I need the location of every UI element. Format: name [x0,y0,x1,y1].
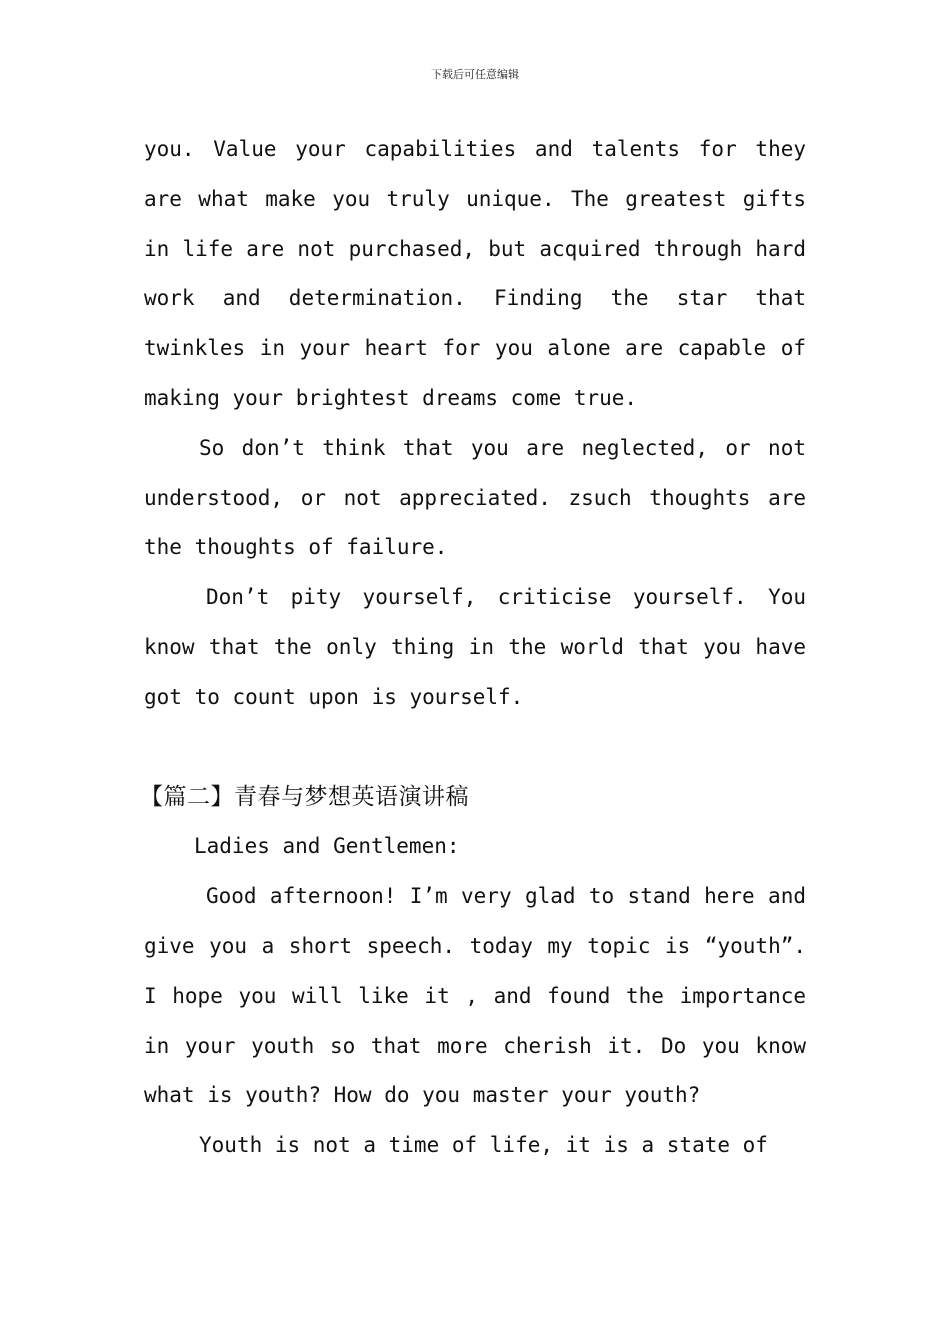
salutation: Ladies and Gentlemen: [194,834,460,859]
page-header: 下载后可任意编辑 [431,68,519,81]
section-spacer [144,723,806,773]
paragraph: Good afternoon! I’m very glad to stand here and give you a short speech. today my topic is “youth”. I hope you will like it , and found the importance in your youth so that more cherish it. Do you know what is youth? How do you master your youth? [144,884,806,1108]
document-body [140,125,806,1171]
paragraph: you. Value your capabilities and talents for they are what make you truly unique. The greatest gifts in life are not purchased, but acquired through hard work and determination. Finding the star that twinkles in your heart for you alone are capable of making your brightest dreams come true. [144,137,806,410]
paragraph: So don’t think that you are neglected, or not understood, or not appreciated. zsuch thoughts are the thoughts of failure. [144,435,806,560]
section-heading: 【篇二】青春与梦想英语演讲稿 [140,783,469,810]
paragraph: Youth is not a time of life, it is a state of [199,1133,768,1158]
paragraph: Don’t pity yourself, criticise yourself. You know that the only thing in the world that you have got to count upon is yourself. [144,585,806,709]
